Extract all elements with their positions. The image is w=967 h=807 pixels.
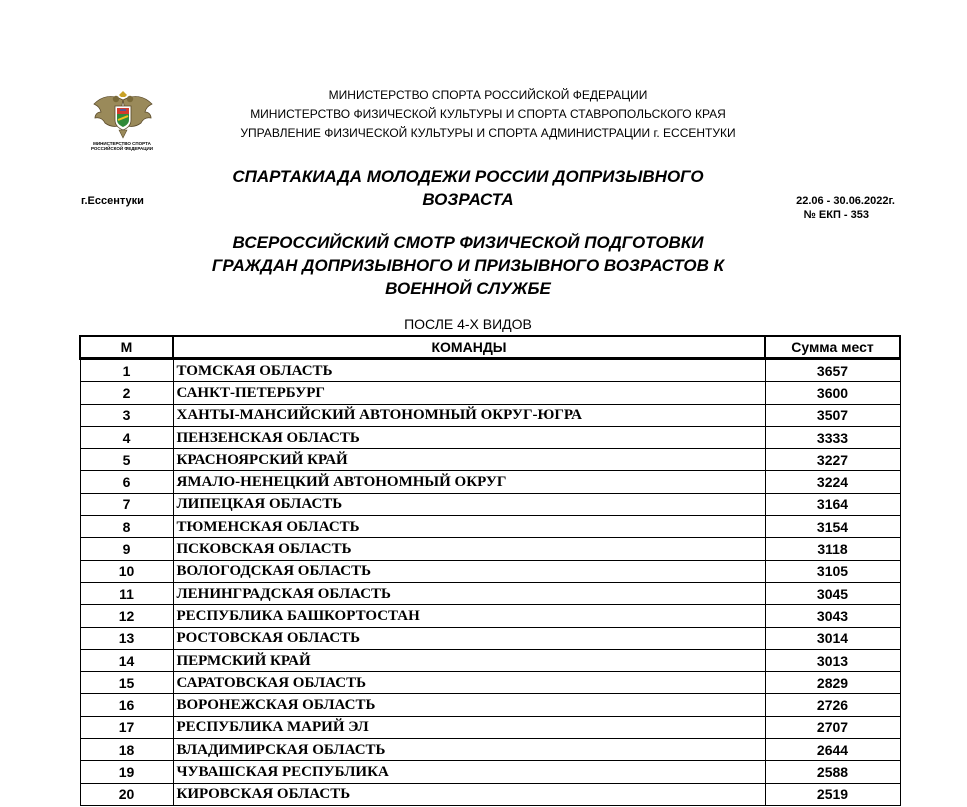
event-title-line-1: ВСЕРОССИЙСКИЙ СМОТР ФИЗИЧЕСКОЙ ПОДГОТОВКИ [232, 233, 704, 252]
place-cell: 13 [80, 627, 173, 649]
team-cell: ХАНТЫ-МАНСИЙСКИЙ АВТОНОМНЫЙ ОКРУГ-ЮГРА [173, 404, 765, 426]
table-row [80, 382, 900, 404]
place-cell: 11 [80, 582, 173, 604]
event-title-line-3: ВОЕННОЙ СЛУЖБЕ [385, 279, 551, 298]
team-cell: ВЛАДИМИРСКАЯ ОБЛАСТЬ [173, 739, 765, 761]
table-row [80, 359, 900, 382]
table-row [80, 672, 900, 694]
sum-cell: 2707 [765, 716, 900, 738]
table-row [80, 404, 900, 426]
place-cell: 1 [80, 359, 173, 382]
eagle-emblem-icon [88, 90, 158, 142]
column-header-teams: КОМАНДЫ [173, 336, 765, 359]
results-table [79, 335, 901, 806]
table-row [80, 716, 900, 738]
team-cell: ТОМСКАЯ ОБЛАСТЬ [173, 359, 765, 382]
team-cell: ЧУВАШСКАЯ РЕСПУБЛИКА [173, 761, 765, 783]
stage-subtitle: ПОСЛЕ 4-Х ВИДОВ [404, 316, 532, 332]
team-cell: РЕСПУБЛИКА БАШКОРТОСТАН [173, 605, 765, 627]
table-row [80, 761, 900, 783]
table-row [80, 493, 900, 515]
place-cell: 4 [80, 426, 173, 448]
table-row [80, 783, 900, 805]
event-dates: 22.06 - 30.06.2022г. [796, 195, 895, 207]
table-row [80, 538, 900, 560]
emblem-caption [84, 141, 160, 151]
place-cell: 10 [80, 560, 173, 582]
team-cell: ВОРОНЕЖСКАЯ ОБЛАСТЬ [173, 694, 765, 716]
sum-cell: 3105 [765, 560, 900, 582]
team-cell: ТЮМЕНСКАЯ ОБЛАСТЬ [173, 516, 765, 538]
team-cell: КИРОВСКАЯ ОБЛАСТЬ [173, 783, 765, 805]
team-cell: ВОЛОГОДСКАЯ ОБЛАСТЬ [173, 560, 765, 582]
event-title [168, 231, 768, 300]
place-cell: 19 [80, 761, 173, 783]
sum-cell: 2829 [765, 672, 900, 694]
team-cell: ЯМАЛО-НЕНЕЦКИЙ АВТОНОМНЫЙ ОКРУГ [173, 471, 765, 493]
competition-title-line-1: СПАРТАКИАДА МОЛОДЕЖИ РОССИИ ДОПРИЗЫВНОГО [232, 167, 704, 186]
column-header-place: М [80, 336, 173, 359]
team-cell: ЛЕНИНГРАДСКАЯ ОБЛАСТЬ [173, 582, 765, 604]
sum-cell: 3600 [765, 382, 900, 404]
team-cell: САРАТОВСКАЯ ОБЛАСТЬ [173, 672, 765, 694]
team-cell: ПСКОВСКАЯ ОБЛАСТЬ [173, 538, 765, 560]
sum-cell: 3164 [765, 493, 900, 515]
table-row [80, 426, 900, 448]
team-cell: РЕСПУБЛИКА МАРИЙ ЭЛ [173, 716, 765, 738]
team-cell: ПЕРМСКИЙ КРАЙ [173, 649, 765, 671]
place-cell: 20 [80, 783, 173, 805]
sum-cell: 2519 [765, 783, 900, 805]
place-cell: 6 [80, 471, 173, 493]
sum-cell: 2644 [765, 739, 900, 761]
team-cell: САНКТ-ПЕТЕРБУРГ [173, 382, 765, 404]
sum-cell: 3507 [765, 404, 900, 426]
sum-cell: 3227 [765, 449, 900, 471]
sum-cell: 3118 [765, 538, 900, 560]
place-cell: 3 [80, 404, 173, 426]
organizer-line-3: УПРАВЛЕНИЕ ФИЗИЧЕСКОЙ КУЛЬТУРЫ И СПОРТА АДМИНИСТРАЦИИ г. ЕССЕНТУКИ [240, 126, 736, 140]
place-cell: 16 [80, 694, 173, 716]
table-row [80, 627, 900, 649]
emblem-caption-line-1: МИНИСТЕРСТВО СПОРТА [93, 141, 151, 146]
place-cell: 12 [80, 605, 173, 627]
sum-cell: 3333 [765, 426, 900, 448]
city-label: г.Ессентуки [81, 195, 144, 207]
emblem-caption-line-2: РОССИЙСКОЙ ФЕДЕРАЦИИ [90, 146, 154, 151]
sum-cell: 3224 [765, 471, 900, 493]
team-cell: ПЕНЗЕНСКАЯ ОБЛАСТЬ [173, 426, 765, 448]
place-cell: 17 [80, 716, 173, 738]
place-cell: 2 [80, 382, 173, 404]
table-row [80, 605, 900, 627]
place-cell: 14 [80, 649, 173, 671]
team-cell: ЛИПЕЦКАЯ ОБЛАСТЬ [173, 493, 765, 515]
table-row [80, 516, 900, 538]
team-cell: КРАСНОЯРСКИЙ КРАЙ [173, 449, 765, 471]
table-row [80, 560, 900, 582]
sum-cell: 3013 [765, 649, 900, 671]
sum-cell: 3045 [765, 582, 900, 604]
sum-cell: 3657 [765, 359, 900, 382]
column-header-sum: Сумма мест [765, 336, 900, 359]
competition-title-line-2: ВОЗРАСТА [422, 190, 514, 209]
place-cell: 7 [80, 493, 173, 515]
organizer-line-1: МИНИСТЕРСТВО СПОРТА РОССИЙСКОЙ ФЕДЕРАЦИИ [328, 88, 648, 102]
sum-cell: 3154 [765, 516, 900, 538]
sum-cell: 2588 [765, 761, 900, 783]
ekp-code: № ЕКП - 353 [803, 209, 869, 221]
event-title-line-2: ГРАЖДАН ДОПРИЗЫВНОГО И ПРИЗЫВНОГО ВОЗРАСТОВ К [211, 256, 725, 275]
organizer-line-2: МИНИСТЕРСТВО ФИЗИЧЕСКОЙ КУЛЬТУРЫ И СПОРТА СТАВРОПОЛЬСКОГО КРАЯ [250, 107, 726, 121]
table-row [80, 582, 900, 604]
table-row [80, 739, 900, 761]
team-cell: РОСТОВСКАЯ ОБЛАСТЬ [173, 627, 765, 649]
place-cell: 5 [80, 449, 173, 471]
place-cell: 8 [80, 516, 173, 538]
place-cell: 18 [80, 739, 173, 761]
table-row [80, 694, 900, 716]
table-row [80, 649, 900, 671]
sum-cell: 2726 [765, 694, 900, 716]
table-row [80, 471, 900, 493]
place-cell: 15 [80, 672, 173, 694]
sum-cell: 3043 [765, 605, 900, 627]
competition-title [168, 165, 768, 211]
place-cell: 9 [80, 538, 173, 560]
table-header-row [80, 336, 900, 359]
sum-cell: 3014 [765, 627, 900, 649]
table-row [80, 449, 900, 471]
